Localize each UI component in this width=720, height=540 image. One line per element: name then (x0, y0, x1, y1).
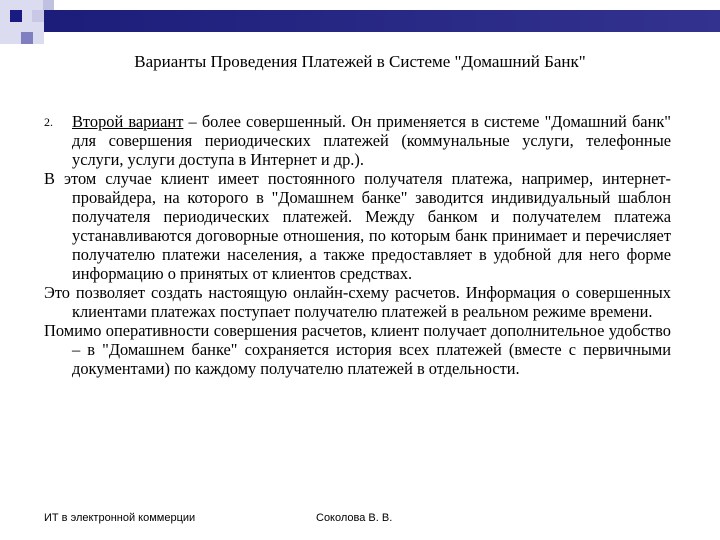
paragraph: Это позволяет создать настоящую онлайн-схему расчетов. Информация о совершенных клиентами платежах поступает получателю платежей в реальном режиме времени. (44, 283, 671, 321)
list-item (44, 112, 671, 169)
decor-square (32, 10, 44, 22)
item-heading: Второй вариант (72, 112, 184, 131)
paragraph: В этом случае клиент имеет постоянного получателя платежа, например, интернет-провайдера, на которого в "Домашнем банке" заводится индивидуальный шаблон получателя периодических платежей. Между банком и получателем платежа устанавливаются договорные отношения, по которым банк принимает и перечисляет получателю платежи населения, а также предоставляет в удобной для него форме информацию о принятых от клиентов средствах. (44, 169, 671, 283)
header-bar (43, 10, 720, 32)
footer-course: ИТ в электронной коммерции (44, 512, 196, 524)
decor-square (43, 0, 54, 10)
slide-body (44, 112, 671, 378)
decor-square (21, 32, 33, 44)
slide-title: Варианты Проведения Платежей в Системе "Домашний Банк" (134, 52, 586, 71)
item-number: 2. (44, 115, 53, 129)
footer-author: Соколова В. В. (316, 512, 393, 524)
paragraph: Помимо оперативности совершения расчетов, клиент получает дополнительное удобство – в "Домашнем банке" сохраняется история всех платежей (вместе с первичными документами) по каждому получателю платежей в отдельности. (44, 321, 671, 378)
item-text: – более совершенный. Он применяется в системе "Домашний банк" для совершения периодических платежей (коммунальные услуги, телефонные услуги, услуги доступа в Интернет и др.). (72, 112, 671, 169)
decor-square (10, 10, 22, 22)
